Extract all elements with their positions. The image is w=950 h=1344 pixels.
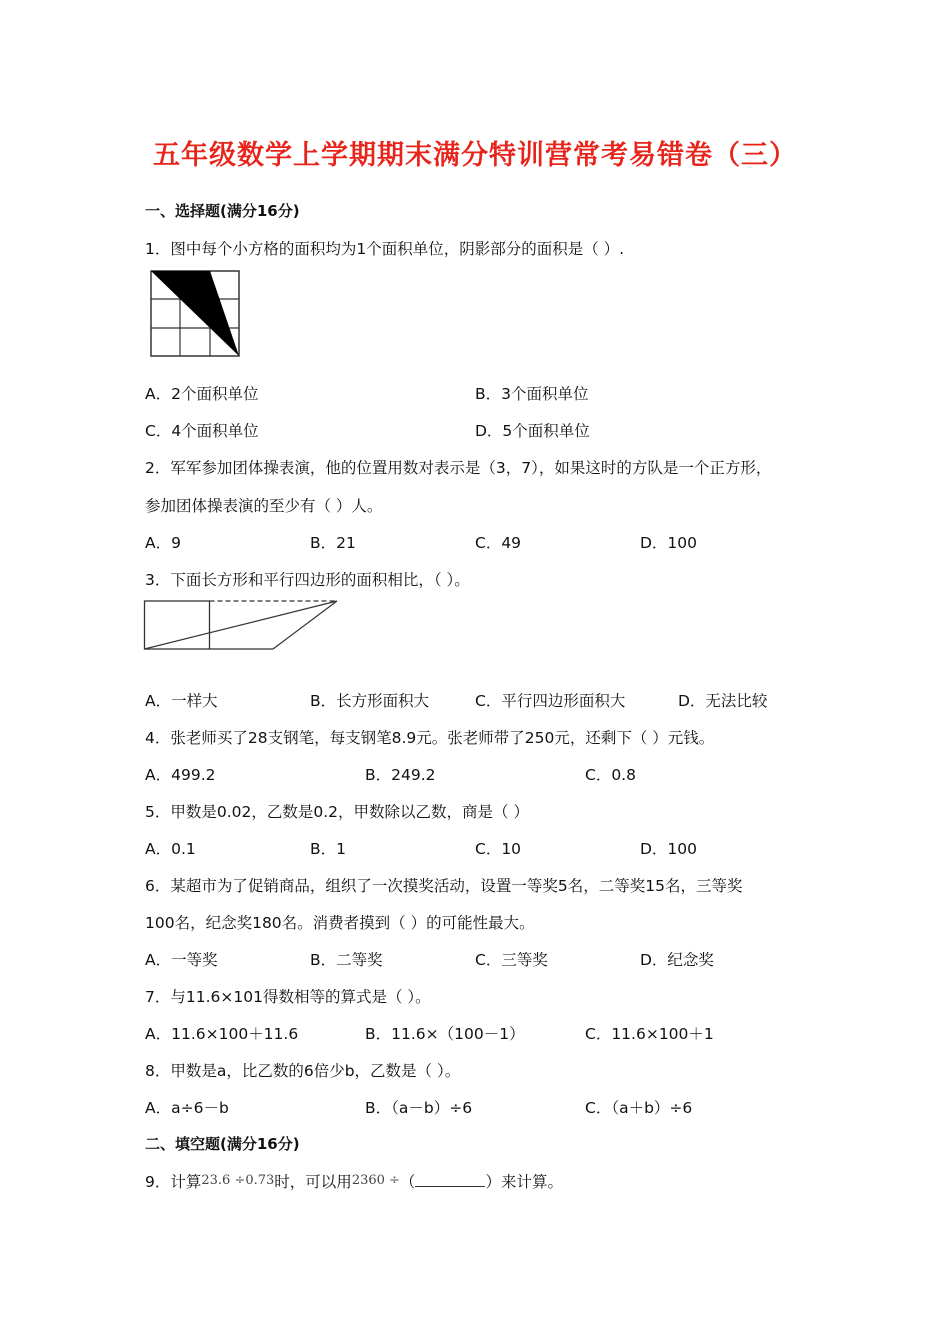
q9-open-paren: （ bbox=[399, 1173, 416, 1191]
q6-option-b[interactable]: B．二等奖 bbox=[310, 951, 383, 969]
q9-expression-2: 2360 ÷ bbox=[351, 1173, 400, 1188]
q7-option-a[interactable]: A．11.6×100＋11.6 bbox=[145, 1025, 299, 1043]
q3-option-d[interactable]: D．无法比较 bbox=[678, 692, 768, 710]
q2-option-c[interactable]: C．49 bbox=[475, 534, 522, 552]
question-6-line-2: 100名，纪念奖180名。消费者摸到（ ）的可能性最大。 bbox=[145, 914, 535, 932]
question-8: 8．甲数是a，比乙数的6倍少b，乙数是（ ）。 bbox=[145, 1062, 461, 1080]
q2-option-b[interactable]: B．21 bbox=[310, 534, 356, 552]
q4-option-c[interactable]: C．0.8 bbox=[585, 766, 636, 784]
q8-option-a[interactable]: A．a÷6－b bbox=[145, 1099, 229, 1117]
question-3: 3．下面长方形和平行四边形的面积相比，（ ）。 bbox=[145, 571, 470, 589]
q5-option-a[interactable]: A．0.1 bbox=[145, 840, 196, 858]
question-4: 4．张老师买了28支钢笔，每支钢笔8.9元。张老师带了250元，还剩下（ ）元钱。 bbox=[145, 729, 715, 747]
page-title: 五年级数学上学期期末满分特训营常考易错卷（三） bbox=[153, 140, 797, 171]
q2-option-a[interactable]: A．9 bbox=[145, 534, 181, 552]
question-1: 1．图中每个小方格的面积均为1个面积单位，阴影部分的面积是（ ）. bbox=[145, 240, 625, 258]
q9-expression-1: 23.6 ÷0.73 bbox=[201, 1173, 275, 1188]
q5-option-d[interactable]: D．100 bbox=[640, 840, 698, 858]
section-heading-fill-in: 二、填空题(满分16分) bbox=[145, 1135, 300, 1153]
q9-answer-blank[interactable] bbox=[415, 1172, 485, 1187]
question-7: 7．与11.6×101得数相等的算式是（ ）。 bbox=[145, 988, 431, 1006]
section-heading-choice: 一、选择题(满分16分) bbox=[145, 202, 300, 220]
q5-option-c[interactable]: C．10 bbox=[475, 840, 522, 858]
question-5: 5．甲数是0.02，乙数是0.2，甲数除以乙数，商是（ ） bbox=[145, 803, 529, 821]
q9-prefix: 9．计算 bbox=[145, 1173, 202, 1191]
rectangle-parallelogram-figure bbox=[143, 598, 339, 652]
q6-option-c[interactable]: C．三等奖 bbox=[475, 951, 548, 969]
q1-option-c[interactable]: C．4个面积单位 bbox=[145, 422, 259, 440]
q3-option-a[interactable]: A．一样大 bbox=[145, 692, 218, 710]
q7-option-b[interactable]: B．11.6×（100－1） bbox=[365, 1025, 525, 1043]
q3-option-b[interactable]: B．长方形面积大 bbox=[310, 692, 430, 710]
grid-shaded-triangle-figure bbox=[150, 270, 242, 360]
question-2-line-2: 参加团体操表演的至少有（ ）人。 bbox=[145, 497, 383, 515]
q7-option-c[interactable]: C．11.6×100＋1 bbox=[585, 1025, 714, 1043]
q8-option-b[interactable]: B．（a－b）÷6 bbox=[365, 1099, 473, 1117]
q4-option-a[interactable]: A．499.2 bbox=[145, 766, 216, 784]
question-9 bbox=[145, 1170, 563, 1192]
q1-option-a[interactable]: A．2个面积单位 bbox=[145, 385, 259, 403]
q2-option-d[interactable]: D．100 bbox=[640, 534, 698, 552]
q4-option-b[interactable]: B．249.2 bbox=[365, 766, 436, 784]
q8-option-c[interactable]: C．（a＋b）÷6 bbox=[585, 1099, 693, 1117]
q1-option-b[interactable]: B．3个面积单位 bbox=[475, 385, 589, 403]
q1-option-d[interactable]: D．5个面积单位 bbox=[475, 422, 590, 440]
q6-option-d[interactable]: D．纪念奖 bbox=[640, 951, 714, 969]
question-6-line-1: 6．某超市为了促销商品，组织了一次摸奖活动，设置一等奖5名，二等奖15名，三等奖 bbox=[145, 877, 743, 895]
question-2-line-1: 2．军军参加团体操表演，他的位置用数对表示是（3，7），如果这时的方队是一个正方形， bbox=[145, 459, 772, 477]
q3-option-c[interactable]: C．平行四边形面积大 bbox=[475, 692, 626, 710]
q5-option-b[interactable]: B．1 bbox=[310, 840, 346, 858]
q9-mid: 时，可以用 bbox=[274, 1173, 352, 1191]
q9-suffix: ）来计算。 bbox=[485, 1173, 563, 1191]
q6-option-a[interactable]: A．一等奖 bbox=[145, 951, 218, 969]
